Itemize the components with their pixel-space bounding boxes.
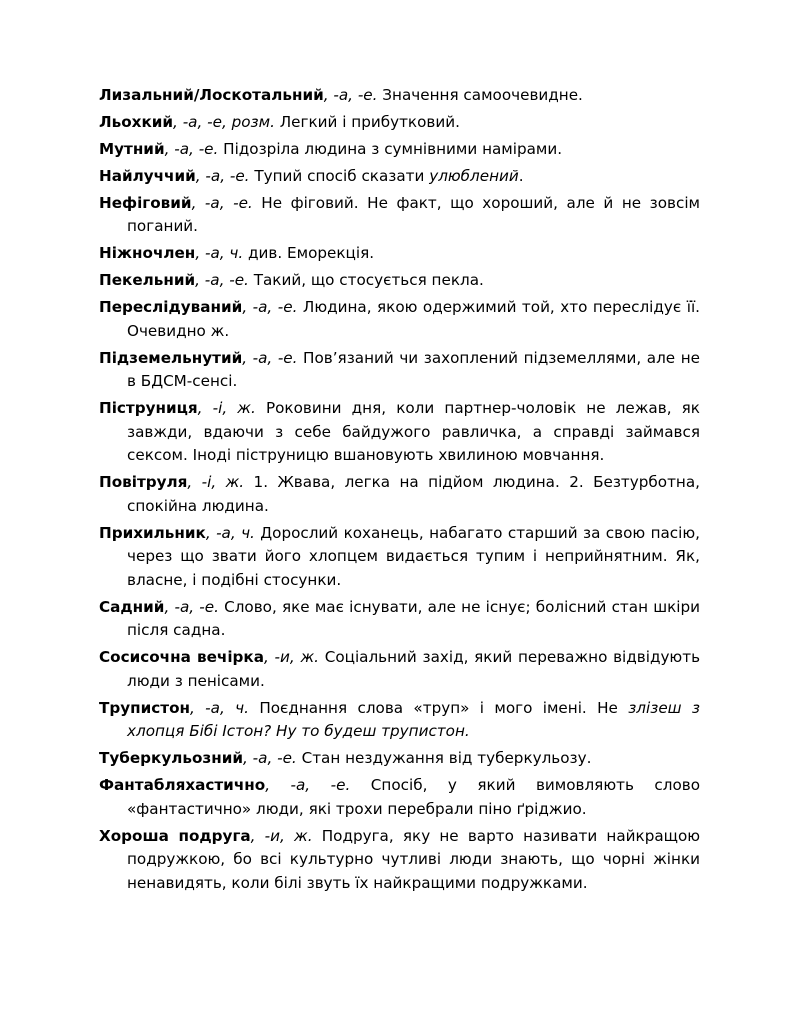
entry-definition: Спосіб, у який вимовляють слово «фантастично» люди, які трохи перебрали піно ґріджио. bbox=[127, 776, 700, 818]
dictionary-entry bbox=[99, 522, 700, 592]
entry-definition: 1. Жвава, легка на підйом людина. 2. Безтурботна, спокійна людина. bbox=[127, 473, 700, 515]
entry-grammar: , -и, ж. bbox=[264, 648, 319, 667]
entry-headword: Ніжночлен bbox=[99, 244, 196, 263]
entry-headword: Трупистон bbox=[99, 698, 190, 717]
entry-grammar: , -а, -е. bbox=[243, 749, 297, 768]
dictionary-entry bbox=[99, 471, 700, 518]
entry-grammar: , -і, ж. bbox=[187, 473, 245, 492]
entry-headword: Пекельний bbox=[99, 271, 196, 290]
entry-grammar: , -а, -е. bbox=[164, 139, 219, 158]
dictionary-entry bbox=[99, 774, 700, 821]
entry-definition: Стан нездужання від туберкульозу. bbox=[296, 749, 592, 768]
dictionary-entry bbox=[99, 84, 700, 107]
entry-definition: див. Еморекція. bbox=[243, 244, 375, 263]
entry-headword: Туберкульозний bbox=[99, 749, 244, 768]
entry-definition: Дорослий коханець, набагато старший за свою пасію, через що звати його хлопцем видається тупим і неприйнятним. Як, власне, і подібні стосунки. bbox=[127, 523, 700, 589]
entry-definition: Легкий і прибутковий. bbox=[274, 112, 460, 131]
entry-grammar: , -а, ч. bbox=[205, 523, 255, 542]
entry-definition: Подруга, яку не варто називати найкращою подружкою, бо всі культурно чутливі люди знають, що чорні жінки ненавидять, коли білі звуть їх найкращими подружками. bbox=[127, 826, 701, 892]
entry-grammar: , -а, ч. bbox=[190, 698, 249, 717]
entry-headword: Лизальний/Лоскотальний bbox=[99, 86, 324, 104]
entry-headword: Повітруля bbox=[99, 473, 188, 492]
entry-definition: Слово, яке має існувати, але не існує; болісний стан шкіри після садна. bbox=[127, 597, 700, 640]
entry-grammar: , -а, -е. bbox=[195, 166, 250, 185]
entry-grammar: , -а, -е. bbox=[242, 298, 298, 317]
dictionary-entry bbox=[99, 165, 700, 188]
dictionary-entry bbox=[99, 347, 700, 394]
entry-grammar: , -а, -е. bbox=[323, 86, 378, 104]
entry-grammar: , -а, -е, розм. bbox=[173, 112, 275, 131]
entry-headword: Фантабляхастично bbox=[99, 776, 266, 795]
entry-grammar: , -і, ж. bbox=[197, 399, 256, 418]
entry-grammar: , -а, -е. bbox=[265, 776, 351, 795]
entry-headword: Нефіговий bbox=[99, 193, 192, 212]
dictionary-entry bbox=[99, 747, 700, 770]
entry-grammar: , -а, -е. bbox=[195, 271, 249, 290]
entry-grammar: , -а, -е. bbox=[164, 597, 219, 616]
entry-definition: Не фіговий. Не факт, що хороший, але й не зовсім поганий. bbox=[127, 193, 700, 236]
entry-definition: Тупий спосіб сказати bbox=[249, 166, 430, 185]
entry-headword: Переслідуваний bbox=[99, 298, 243, 317]
entry-definition-emphasis: улюблений bbox=[429, 166, 519, 185]
entry-headword: Садний bbox=[99, 597, 165, 616]
entry-definition: Підозріла людина з сумнівними намірами. bbox=[218, 139, 563, 158]
entry-grammar: , -а, -е. bbox=[191, 193, 253, 212]
entry-definition: Такий, що стосується пекла. bbox=[248, 271, 484, 290]
entry-definition: Роковини дня, коли партнер-чоловік не лежав, як завжди, вдаючи з себе байдужого равличка, а справді займався сексом. Іноді піструницю вшановують хвилиною мовчання. bbox=[127, 399, 700, 465]
dictionary-entry bbox=[99, 242, 700, 265]
dictionary-entry bbox=[99, 138, 700, 161]
entry-headword: Мутний bbox=[99, 139, 165, 158]
entry-headword: Хороша подруга bbox=[99, 826, 251, 845]
entry-headword: Найлуччий bbox=[99, 166, 196, 185]
entry-grammar: , -а, -е. bbox=[242, 348, 298, 367]
entry-headword: Піструниця bbox=[99, 399, 198, 418]
entry-headword: Прихильник bbox=[99, 523, 206, 542]
dictionary-entry-list bbox=[99, 84, 700, 895]
dictionary-entry bbox=[99, 697, 700, 744]
entry-definition: Пов’язаний чи захоплений підземеллями, але не в БДСМ-сенсі. bbox=[127, 348, 700, 391]
entry-headword: Сосисочна вечірка bbox=[99, 648, 264, 667]
dictionary-entry bbox=[99, 596, 700, 643]
entry-definition-tail: . bbox=[518, 166, 524, 185]
entry-definition-emphasis: злізеш з хлопця Бібі Істон? Ну то будеш трупистон. bbox=[127, 698, 700, 741]
dictionary-entry bbox=[99, 296, 700, 343]
dictionary-entry bbox=[99, 825, 700, 895]
entry-definition: Соціальний захід, який переважно відвідують люди з пенісами. bbox=[127, 648, 701, 690]
entry-definition: Людина, якою одержимий той, хто переслідує її. Очевидно ж. bbox=[127, 298, 700, 340]
dictionary-entry bbox=[99, 111, 700, 134]
entry-grammar: , -а, ч. bbox=[195, 244, 244, 263]
entry-definition: Значення самоочевидне. bbox=[377, 86, 583, 104]
dictionary-entry bbox=[99, 646, 700, 693]
entry-grammar: , -и, ж. bbox=[250, 826, 313, 845]
dictionary-entry bbox=[99, 269, 700, 292]
dictionary-entry bbox=[99, 192, 700, 239]
entry-headword: Підземельнутий bbox=[99, 348, 243, 367]
dictionary-entry bbox=[99, 397, 700, 467]
entry-definition: Поєднання слова «труп» і мого імені. Не bbox=[248, 698, 629, 717]
entry-headword: Льохкий bbox=[99, 112, 174, 131]
